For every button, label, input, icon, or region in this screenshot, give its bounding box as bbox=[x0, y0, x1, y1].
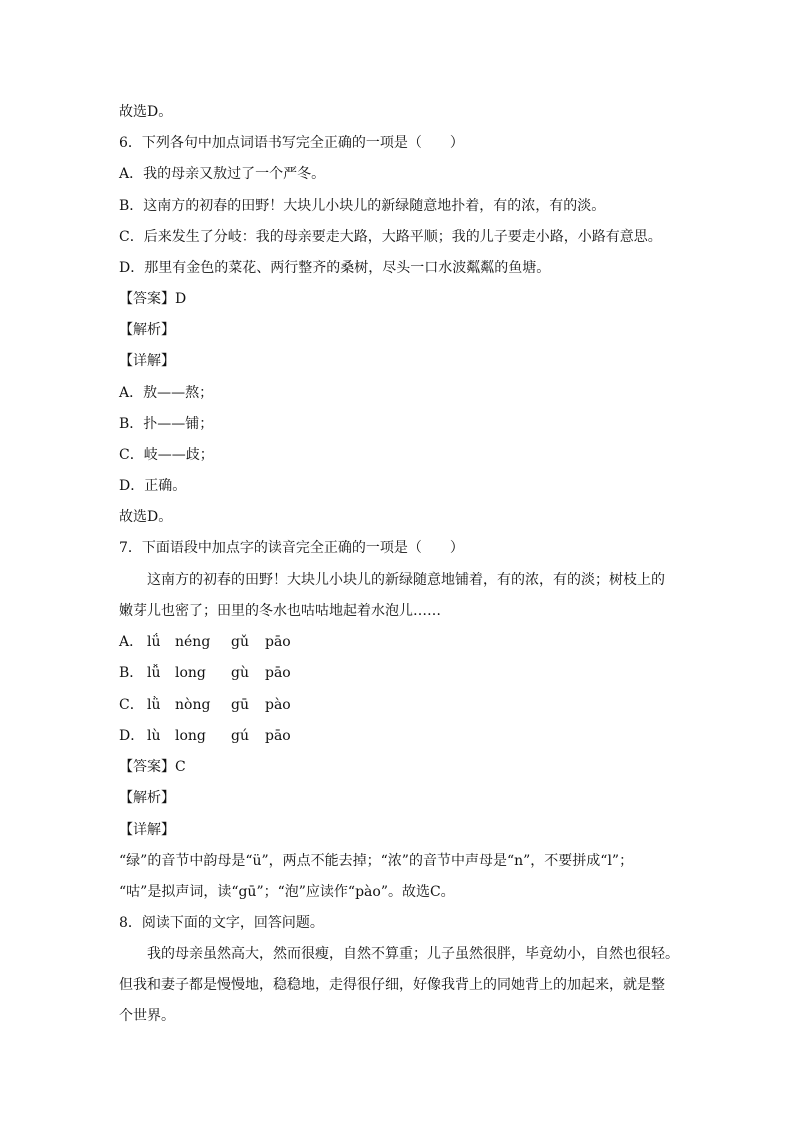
question-7-option-a bbox=[119, 632, 305, 652]
answer-conclusion-prev: 故选D。 bbox=[119, 104, 173, 120]
question-6-stem: 6．下列各句中加点词语书写完全正确的一项是（ ） bbox=[119, 135, 464, 151]
question-6-answer: 【答案】D bbox=[119, 291, 187, 307]
question-8-passage-line-3: 个世界。 bbox=[119, 1008, 175, 1024]
question-8-stem: 8．阅读下面的文字，回答问题。 bbox=[119, 915, 324, 931]
question-6-explanation-d: D．正确。 bbox=[119, 478, 187, 494]
question-6-explanation-c: C．岐——歧； bbox=[119, 447, 214, 463]
pinyin-1: lǜ bbox=[147, 697, 161, 713]
pinyin-2: long bbox=[175, 728, 206, 744]
question-6-option-b: B．这南方的初春的田野！大块儿小块儿的新绿随意地扑着，有的浓，有的淡。 bbox=[119, 198, 606, 214]
question-7-option-b bbox=[119, 663, 305, 683]
question-6-detail-heading: 【详解】 bbox=[119, 353, 175, 369]
question-8-passage-line-2: 但我和妻子都是慢慢地，稳稳地，走得很仔细，好像我背上的同她背上的加起来，就是整 bbox=[119, 977, 665, 993]
question-6-analysis-heading: 【解析】 bbox=[119, 322, 175, 338]
pinyin-2: nòng bbox=[175, 697, 211, 713]
question-7-option-c bbox=[119, 695, 305, 715]
pinyin-4: pāo bbox=[265, 665, 291, 681]
option-label: C． bbox=[119, 697, 144, 713]
pinyin-4: pāo bbox=[265, 634, 291, 650]
pinyin-3: gù bbox=[231, 665, 249, 681]
question-7-passage-line-2: 嫩芽儿也密了；田里的冬水也咕咕地起着水泡儿…… bbox=[119, 603, 441, 619]
pinyin-1: lù bbox=[147, 728, 161, 744]
question-6-option-c: C．后来发生了分岐：我的母亲要走大路，大路平顺；我的儿子要走小路，小路有意思。 bbox=[119, 229, 662, 245]
option-label: B． bbox=[119, 665, 144, 681]
pinyin-4: pāo bbox=[265, 728, 291, 744]
question-7-explanation-line-1: “绿”的音节中韵母是“ü”，两点不能去掉；“浓”的音节中声母是“n”，不要拼成“l”； bbox=[119, 853, 634, 869]
question-7-option-d bbox=[119, 726, 305, 746]
pinyin-3: gú bbox=[231, 728, 249, 744]
question-6-explanation-a: A．敖——熬； bbox=[119, 385, 214, 401]
pinyin-1: lǚ bbox=[147, 665, 161, 681]
question-6-option-a: A．我的母亲又敖过了一个严冬。 bbox=[119, 166, 326, 182]
question-8-passage-line-1: 我的母亲虽然高大，然而很瘦，自然不算重；儿子虽然很胖，毕竟幼小，自然也很轻。 bbox=[147, 946, 679, 962]
question-7-passage-line-1: 这南方的初春的田野！大块儿小块儿的新绿随意地铺着，有的浓，有的淡；树枝上的 bbox=[147, 572, 665, 588]
question-7-explanation-line-2: “咕”是拟声词，读“gū”；“泡”应读作“pào”。故选C。 bbox=[119, 884, 455, 900]
question-7-detail-heading: 【详解】 bbox=[119, 822, 175, 838]
question-7-answer: 【答案】C bbox=[119, 759, 186, 775]
question-6-conclusion: 故选D。 bbox=[119, 509, 173, 525]
option-label: A． bbox=[119, 634, 144, 650]
pinyin-4: pào bbox=[265, 697, 291, 713]
pinyin-3: gū bbox=[231, 697, 249, 713]
question-6-explanation-b: B．扑——铺； bbox=[119, 416, 214, 432]
pinyin-2: long bbox=[175, 665, 206, 681]
question-7-analysis-heading: 【解析】 bbox=[119, 790, 175, 806]
pinyin-1: lǘ bbox=[147, 634, 161, 650]
pinyin-3: gǔ bbox=[231, 634, 249, 650]
pinyin-2: néng bbox=[175, 634, 211, 650]
option-label: D． bbox=[119, 728, 145, 744]
question-7-stem: 7．下面语段中加点字的读音完全正确的一项是（ ） bbox=[119, 540, 464, 556]
question-6-option-d: D．那里有金色的菜花、两行整齐的桑树，尽头一口水波粼粼的鱼塘。 bbox=[119, 260, 551, 276]
